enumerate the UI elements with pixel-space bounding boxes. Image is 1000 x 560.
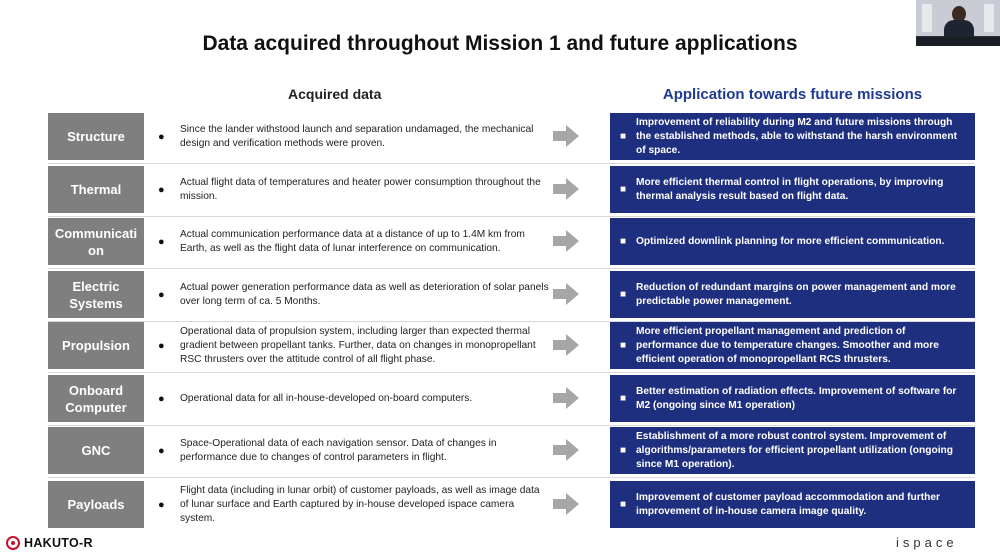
table-row	[48, 481, 975, 528]
bullet-icon: ■	[620, 130, 627, 142]
row-divider	[48, 216, 975, 217]
table-row	[48, 218, 975, 265]
application-text: Improvement of customer payload accommodation and further improvement of in-house camera image quality.	[636, 491, 940, 517]
acquired-text: Actual power generation performance data as well as deterioration of solar panels over long term of ca. 5 Months.	[180, 281, 549, 307]
application-header: Application towards future missions	[662, 86, 923, 103]
right-arrow-icon	[553, 439, 579, 461]
acquired-text: Since the lander withstood launch and separation undamaged, the mechanical design and verification methods were proven.	[180, 123, 534, 149]
acquired-text: Operational data for all in-house-developed on-board computers.	[180, 392, 473, 404]
application-text: Optimized downlink planning for more efficient communication.	[636, 235, 945, 247]
webcam-panel	[922, 4, 932, 32]
right-arrow-icon	[553, 178, 579, 200]
bullet-icon: ■	[620, 235, 627, 247]
application-box	[610, 427, 975, 474]
webcam-overlay	[916, 0, 1000, 46]
right-arrow-icon	[553, 125, 579, 147]
acquired-text: Operational data of propulsion system, including larger than expected thermal gradient between propellant tanks. Further, data on changes in monopropellant RSC thrusters over the attitude control of all flight phase.	[180, 325, 536, 365]
application-box	[610, 218, 975, 265]
application-box	[610, 322, 975, 369]
bullet-icon: ■	[620, 288, 627, 300]
bullet-icon: ●	[158, 444, 165, 457]
table-row	[48, 322, 975, 369]
bullet-icon: ●	[158, 339, 165, 352]
bullet-icon: ■	[620, 339, 627, 351]
bullet-icon: ■	[620, 183, 627, 195]
application-text: Improvement of reliability during M2 and future missions through the established methods, able to withstand the harsh environment of space.	[636, 116, 957, 156]
bullet-icon: ■	[620, 392, 627, 404]
category-label: Onboard Computer	[48, 375, 144, 422]
category-label: Electric Systems	[48, 271, 144, 318]
row-divider	[48, 425, 975, 426]
right-arrow-icon	[553, 493, 579, 515]
acquired-text: Flight data (including in lunar orbit) of customer payloads, as well as image data of lunar surface and Earth captured by in-house developed ispace camera system.	[180, 484, 540, 524]
hakuto-r-mark-icon	[6, 536, 20, 550]
category-label: GNC	[48, 427, 144, 474]
application-text: Reduction of redundant margins on power management and more predictable power management.	[636, 281, 956, 307]
application-box	[610, 481, 975, 528]
category-label: Propulsion	[48, 322, 144, 369]
application-text: Establishment of a more robust control system. Improvement of algorithms/parameters for efficient propellant utilization (ongoing since M1 operation).	[636, 430, 953, 470]
acquired-text: Actual flight data of temperatures and heater power consumption throughout the mission.	[180, 176, 541, 202]
table-row	[48, 166, 975, 213]
application-text: Better estimation of radiation effects. Improvement of software for M2 (ongoing since M1 operation)	[636, 385, 957, 411]
application-box	[610, 166, 975, 213]
bullet-icon: ●	[158, 130, 165, 143]
hakuto-r-logo	[6, 535, 93, 551]
right-arrow-icon	[553, 283, 579, 305]
table-row	[48, 113, 975, 160]
row-divider	[48, 268, 975, 269]
bullet-icon: ●	[158, 498, 165, 511]
application-text: More efficient propellant management and prediction of performance due to temperature changes. Smoother and more efficient operation of monopropellant RCS thrusters.	[636, 325, 939, 365]
row-divider	[48, 477, 975, 478]
webcam-caption	[916, 37, 1000, 46]
right-arrow-icon	[553, 387, 579, 409]
hakuto-r-text: HAKUTO-R	[24, 536, 93, 550]
bullet-icon: ■	[620, 498, 627, 510]
bullet-icon: ■	[620, 444, 627, 456]
acquired-data-header: Acquired data	[288, 86, 382, 102]
category-label: Communicati on	[48, 218, 144, 265]
category-label: Payloads	[48, 481, 144, 528]
application-box	[610, 375, 975, 422]
table-row	[48, 375, 975, 422]
webcam-panel	[984, 4, 994, 32]
bullet-icon: ●	[158, 235, 165, 248]
ispace-logo: ispace	[896, 535, 958, 550]
table-row	[48, 271, 975, 318]
table-row	[48, 427, 975, 474]
right-arrow-icon	[553, 230, 579, 252]
acquired-text: Space-Operational data of each navigation sensor. Data of changes in performance due to changes of control parameters in flight.	[180, 437, 497, 463]
right-arrow-icon	[553, 334, 579, 356]
row-divider	[48, 372, 975, 373]
application-text: More efficient thermal control in flight operations, by improving thermal analysis result based on flight data.	[636, 176, 944, 202]
bullet-icon: ●	[158, 183, 165, 196]
application-box	[610, 113, 975, 160]
category-label: Thermal	[48, 166, 144, 213]
bullet-icon: ●	[158, 288, 165, 301]
row-divider	[48, 163, 975, 164]
category-label: Structure	[48, 113, 144, 160]
application-box	[610, 271, 975, 318]
slide-title: Data acquired throughout Mission 1 and future applications	[202, 32, 798, 55]
bullet-icon: ●	[158, 392, 165, 405]
acquired-text: Actual communication performance data at a distance of up to 1.4M km from Earth, as well as the flight data of lunar interference on communication.	[180, 228, 525, 254]
